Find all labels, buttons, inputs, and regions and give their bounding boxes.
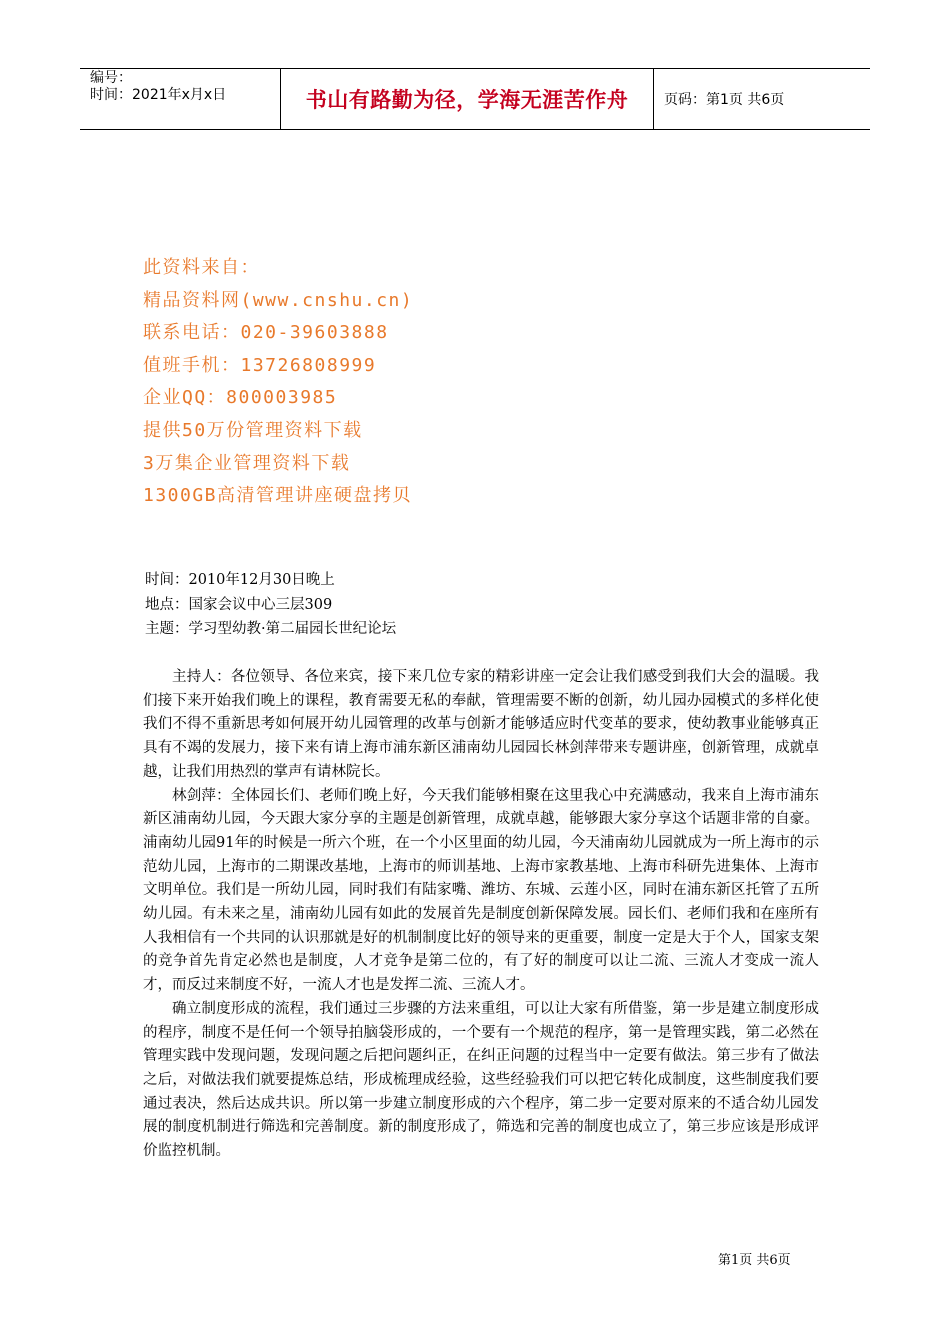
event-place: 地点：国家会议中心三层309 bbox=[145, 596, 333, 613]
paragraph: 林剑萍：全体园长们、老师们晚上好，今天我们能够相聚在这里我心中充满感动，我来自上海市浦东新区浦南幼儿园，今天跟大家分享的主题是创新管理，成就卓越，能够跟大家分享这个话题非常的自豪。浦南幼儿园91年的时候是一所六个班，在一个小区里面的幼儿园，今天浦南幼儿园就成为一所上海市的示范幼儿园，上海市的二期课改基地，上海市的师训基地、上海市家教基地、上海市科研先进集体、上海市文明单位。我们是一所幼儿园，同时我们有陆家嘴、潍坊、东城、云莲小区，同时在浦东新区托管了五所幼儿园。有未来之星，浦南幼儿园有如此的发展首先是制度创新保障发展。园长们、老师们我和在座所有人我相信有一个共同的认识那就是好的机制制度比好的领导来的更重要，制度一定是大于个人，国家支架的竞争首先肯定必然也是制度，人才竞争是第二位的，有了好的制度可以让二流、三流人才变成一流人才，而反过来制度不好，一流人才也是发挥二流、三流人才。 bbox=[143, 787, 819, 994]
header-page-number: 页码：第1页 共6页 bbox=[664, 92, 785, 108]
source-line: 提供50万份管理资料下载 bbox=[143, 419, 363, 441]
footer-page-number: 第1页 共6页 bbox=[718, 1253, 791, 1268]
event-theme: 主题：学习型幼教·第二届园长世纪论坛 bbox=[145, 621, 397, 637]
source-line: 此资料来自： bbox=[143, 257, 260, 278]
document-number: 编号： bbox=[90, 70, 132, 86]
event-time: 时间：2010年12月30日晚上 bbox=[145, 572, 335, 588]
source-info-block bbox=[143, 252, 413, 513]
document-time: 时间：2021年x月x日 bbox=[90, 87, 227, 103]
paragraph: 主持人：各位领导、各位来宾，接下来几位专家的精彩讲座一定会让我们感受到我们大会的温暖。我们接下来开始我们晚上的课程，教育需要无私的奉献，管理需要不断的创新，幼儿园办园模式的多样化使我们不得不重新思考如何展开幼儿园管理的改革与创新才能够适应时代变革的要求，使幼教事业能够真正具有不竭的发展力，接下来有请上海市浦东新区浦南幼儿园园长林剑萍带来专题讲座，创新管理，成就卓越，让我们用热烈的掌声有请林院长。 bbox=[143, 669, 819, 780]
event-meta bbox=[145, 568, 396, 642]
source-mobile: 值班手机：13726808999 bbox=[143, 354, 377, 376]
source-website: 精品资料网(www.cnshu.cn) bbox=[143, 289, 414, 311]
header-left-cell bbox=[80, 69, 281, 129]
body-text bbox=[143, 666, 819, 1164]
header-table bbox=[80, 68, 870, 130]
source-line: 1300GB高清管理讲座硬盘拷贝 bbox=[143, 485, 413, 507]
header-motto: 书山有路勤为径，学海无涯苦作舟 bbox=[281, 69, 654, 129]
source-phone: 联系电话：020-39603888 bbox=[143, 322, 389, 344]
paragraph: 确立制度形成的流程，我们通过三步骤的方法来重组，可以让大家有所借鉴，第一步是建立制度形成的程序，制度不是任何一个领导拍脑袋形成的，一个要有一个规范的程序，第一是管理实践，第二必然在管理实践中发现问题，发现问题之后把问题纠正，在纠正问题的过程当中一定要有做法。第三步有了做法之后，对做法我们就要提炼总结，形成梳理成经验，这些经验我们可以把它转化成制度，这些制度我们要通过表决，然后达成共识。所以第一步建立制度形成的六个程序，第二步一定要对原来的不适合幼儿园发展的制度机制进行筛选和完善制度。新的制度形成了，筛选和完善的制度也成立了，第三步应该是形成评价监控机制。 bbox=[143, 1000, 819, 1160]
source-qq: 企业QQ：800003985 bbox=[143, 387, 338, 409]
source-line: 3万集企业管理资料下载 bbox=[143, 452, 351, 474]
